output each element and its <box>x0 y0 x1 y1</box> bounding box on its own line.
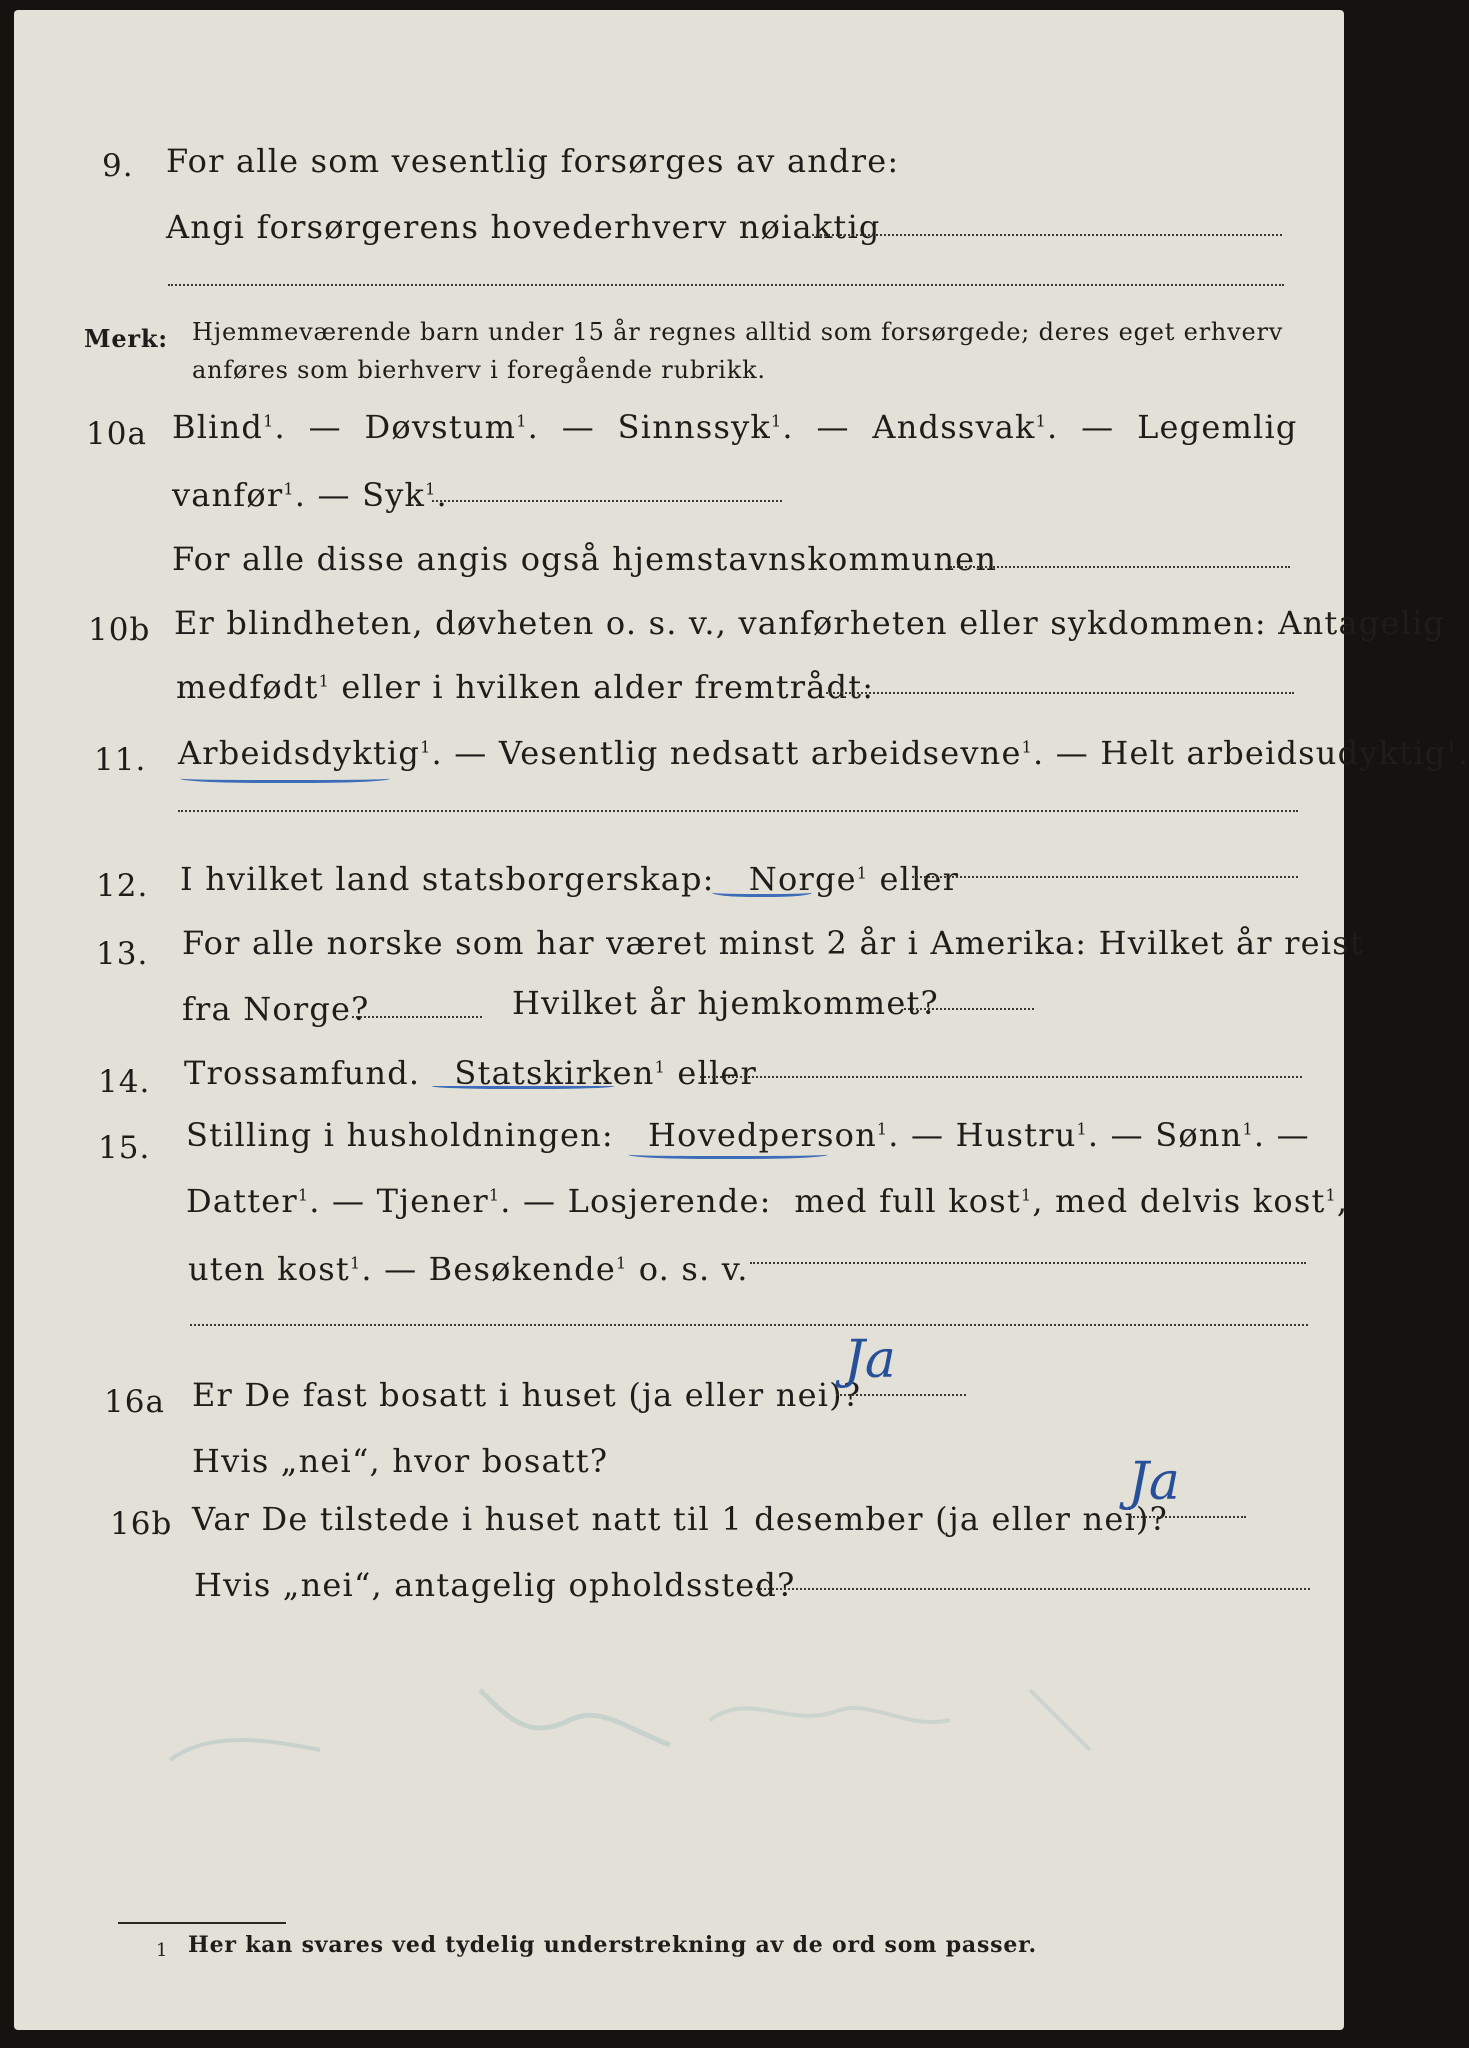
question-number: 9. <box>102 148 134 184</box>
handwritten-answer[interactable]: Ja <box>844 1330 896 1390</box>
option-syk[interactable]: Syk <box>362 476 426 514</box>
option-hustru[interactable]: Hustru <box>955 1116 1077 1154</box>
question-text: vanfør$^1$. — Syk$^1$. <box>172 476 448 514</box>
option-hovedperson[interactable]: Hovedperson <box>648 1116 877 1154</box>
question-text: For alle norske som har været minst 2 år i Amerika: Hvilket år reist <box>182 924 1364 962</box>
question-text: Datter$^1$. — Tjener$^1$. — Losjerende: med full kost$^1$, med delvis kost$^1$, <box>186 1182 1349 1220</box>
note-label: Merk: <box>84 324 168 353</box>
footnote-text: Her kan svares ved tydelig understrekning av de ord som passer. <box>188 1932 1037 1958</box>
option-legemlig[interactable]: Legemlig <box>1137 408 1298 446</box>
question-text: I hvilket land statsborgerskap: Norge$^1$ eller <box>180 860 960 898</box>
answer-line[interactable] <box>178 810 1298 812</box>
question-text: medfødt$^1$ eller i hvilken alder fremtrådt: <box>176 668 875 706</box>
answer-line[interactable] <box>904 1008 1034 1010</box>
question-number: 14. <box>98 1064 151 1100</box>
answer-line[interactable] <box>432 500 782 502</box>
question-text: Angi forsørgerens hovederhverv nøiaktig <box>166 208 881 246</box>
option-norge[interactable]: Norge <box>748 860 857 898</box>
option-datter[interactable]: Datter <box>186 1182 298 1220</box>
answer-line[interactable] <box>190 1324 1308 1326</box>
option-blind[interactable]: Blind <box>172 408 264 446</box>
question-text: Blind$^1$. — Døvstum$^1$. — Sinnssyk$^1$. — Andssvak$^1$. — Legemlig <box>172 408 1298 446</box>
question-number: 11. <box>94 742 147 778</box>
answer-line[interactable] <box>168 284 1284 286</box>
option-medfodt[interactable]: medfødt <box>176 668 319 706</box>
answer-line[interactable] <box>700 1076 1302 1078</box>
answer-line[interactable] <box>352 1016 482 1018</box>
question-text: Hvis „nei“, hvor bosatt? <box>192 1442 609 1480</box>
question-number: 16b <box>110 1506 173 1542</box>
answer-line[interactable] <box>750 1262 1306 1264</box>
question-text: Hvis „nei“, antagelig opholdssted? <box>194 1566 796 1604</box>
handwritten-answer[interactable]: Ja <box>1128 1452 1180 1512</box>
option-statskirken[interactable]: Statskirken <box>454 1054 655 1092</box>
answer-line[interactable] <box>826 692 1294 694</box>
question-number: 12. <box>96 868 149 904</box>
note-text: anføres som bierhverv i foregående rubrikk. <box>192 356 766 384</box>
answer-line[interactable] <box>1130 1516 1246 1518</box>
question-text: For alle disse angis også hjemstavnskommunen <box>172 540 998 578</box>
option-dovstum[interactable]: Døvstum <box>364 408 517 446</box>
question-number: 15. <box>98 1130 151 1166</box>
option-full-kost[interactable]: med full kost <box>794 1182 1021 1220</box>
faded-ink-marks <box>150 1650 1000 1780</box>
option-uten-kost[interactable]: uten kost <box>188 1250 350 1288</box>
option-tjener[interactable]: Tjener <box>376 1182 489 1220</box>
option-besokende[interactable]: Besøkende <box>428 1250 616 1288</box>
question-text: uten kost$^1$. — Besøkende$^1$ o. s. v. <box>188 1250 749 1288</box>
question-text: Arbeidsdyktig$^1$. — Vesentlig nedsatt arbeidsevne$^1$. — Helt arbeidsudyktig$^1$. <box>178 734 1469 772</box>
option-vesentlig-nedsatt[interactable]: Vesentlig nedsatt arbeidsevne <box>498 734 1022 772</box>
handwritten-underline <box>180 772 390 783</box>
question-text: Er blindheten, døvheten o. s. v., vanførheten eller sykdommen: Antagelig <box>174 604 1446 642</box>
option-delvis-kost[interactable]: med delvis kost <box>1055 1182 1326 1220</box>
answer-line[interactable] <box>950 566 1290 568</box>
handwritten-underline <box>712 886 812 897</box>
question-text: For alle som vesentlig forsørges av andre: <box>166 142 900 180</box>
question-text: Trossamfund. Statskirken$^1$ eller <box>184 1054 758 1092</box>
option-vanfor[interactable]: vanfør <box>172 476 284 514</box>
note-text: Hjemmeværende barn under 15 år regnes alltid som forsørgede; deres eget erhverv <box>192 318 1284 346</box>
question-number: 16a <box>104 1384 165 1420</box>
question-text: Er De fast bosatt i huset (ja eller nei)? <box>192 1376 862 1414</box>
option-sinnssyk[interactable]: Sinnssyk <box>617 408 771 446</box>
footnote-mark: 1 <box>156 1940 169 1961</box>
option-arbeidsdyktig[interactable]: Arbeidsdyktig <box>178 734 421 772</box>
question-text: Var De tilstede i huset natt til 1 desember (ja eller nei)? <box>192 1500 1168 1538</box>
question-number: 10b <box>88 612 151 648</box>
question-text: Hvilket år hjemkommet? <box>512 984 939 1022</box>
option-helt-arbeidsudyktig[interactable]: Helt arbeidsudyktig <box>1100 734 1447 772</box>
question-text: Stilling i husholdningen: Hovedperson$^1$. — Hustru$^1$. — Sønn$^1$. — <box>186 1116 1310 1154</box>
question-number: 13. <box>96 936 149 972</box>
question-text: fra Norge? <box>182 990 370 1028</box>
answer-line[interactable] <box>912 876 1298 878</box>
option-andssvak[interactable]: Andssvak <box>872 408 1036 446</box>
handwritten-underline <box>432 1082 614 1089</box>
answer-line[interactable] <box>836 1394 966 1396</box>
question-number: 10a <box>86 416 147 452</box>
answer-line[interactable] <box>756 1588 1310 1590</box>
footnote-rule <box>118 1922 286 1924</box>
handwritten-underline <box>628 1148 828 1159</box>
answer-line[interactable] <box>812 234 1282 236</box>
option-sonn[interactable]: Sønn <box>1155 1116 1243 1154</box>
